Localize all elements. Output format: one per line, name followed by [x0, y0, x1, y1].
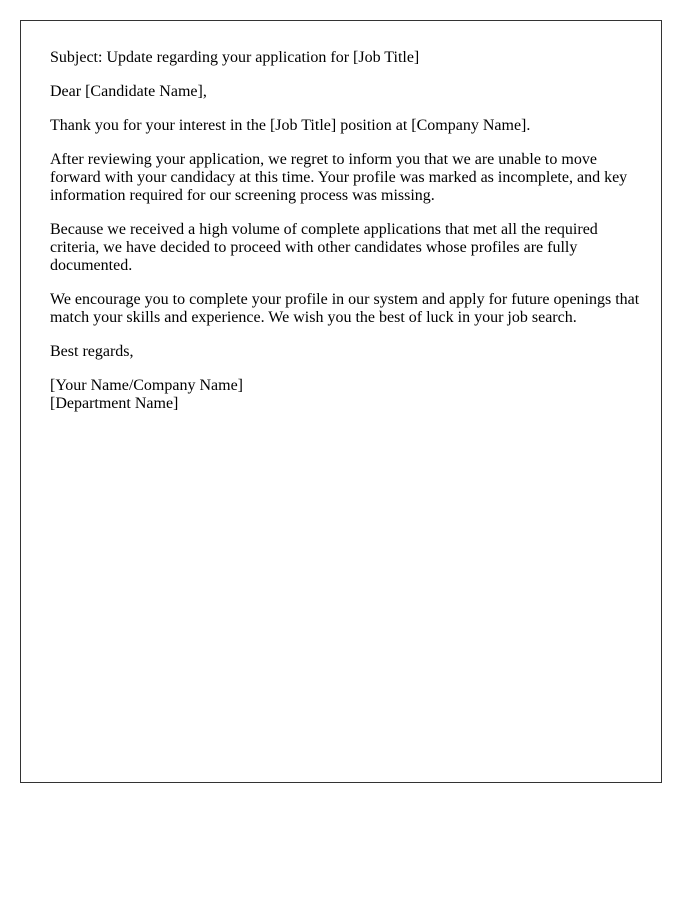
paragraph-thank-you: Thank you for your interest in the [Job Title] position at [Company Name].: [50, 117, 531, 134]
paragraph-encouragement: We encourage you to complete your profile in our system and apply for future openings that match your skills and experience. We wish you the best of luck in your job search.: [50, 291, 640, 326]
signature-name: [Your Name/Company Name]: [50, 377, 244, 394]
signature-block: [50, 377, 642, 413]
salutation: Dear [Candidate Name],: [50, 83, 207, 100]
letter-container: [20, 20, 662, 783]
paragraph-reason: Because we received a high volume of complete applications that met all the required criteria, we have decided to proceed with other candidates whose profiles are fully documented.: [50, 221, 598, 274]
closing: Best regards,: [50, 343, 134, 360]
subject-line: Subject: Update regarding your application for [Job Title]: [50, 49, 420, 66]
signature-department: [Department Name]: [50, 395, 179, 412]
paragraph-rejection-notice: After reviewing your application, we regret to inform you that we are unable to move forward with your candidacy at this time. Your profile was marked as incomplete, and key information required for our screening process was missing.: [50, 151, 628, 204]
